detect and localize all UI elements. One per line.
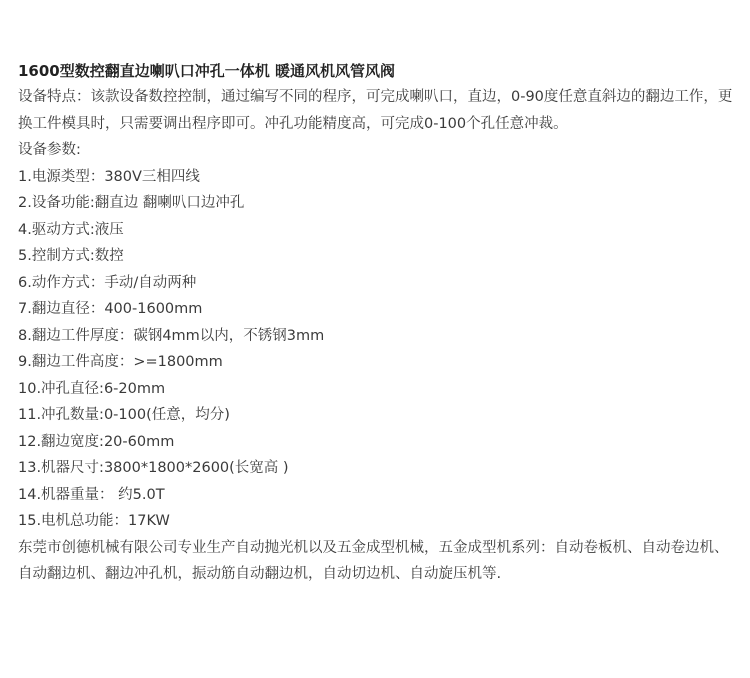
param-item: 8.翻边工件厚度：碳钢4mm以内，不锈钢3mm [18, 327, 325, 344]
product-title: 1600型数控翻直边喇叭口冲孔一体机 暖通风机风管风阀 [18, 62, 395, 80]
features-paragraph: 设备特点：该款设备数控控制，通过编写不同的程序，可完成喇叭口，直边，0-90度任意直斜边的翻边工作，更换工件模具时，只需要调出程序即可。冲孔功能精度高，可完成0-100个孔任意冲裁。 [18, 89, 733, 132]
param-item: 15.电机总功能：17KW [18, 513, 170, 529]
param-item: 4.驱动方式:液压 [18, 221, 124, 238]
param-item: 11.冲孔数量:0-100(任意，均分) [18, 407, 230, 423]
param-item: 14.机器重量： 约5.0T [18, 486, 165, 503]
param-item: 9.翻边工件高度：>=1800mm [18, 354, 223, 370]
param-item: 7.翻边直径：400-1600mm [18, 301, 203, 317]
param-item: 12.翻边宽度:20-60mm [18, 433, 175, 450]
param-item: 2.设备功能:翻直边 翻喇叭口边冲孔 [18, 195, 245, 211]
param-item: 6.动作方式：手动/自动两种 [18, 274, 197, 291]
company-paragraph: 东莞市创德机械有限公司专业生产自动抛光机以及五金成型机械，五金成型机系列：自动卷板机、自动卷边机、自动翻边机、翻边冲孔机，振动筋自动翻边机，自动切边机、自动旋压机等. [18, 539, 729, 582]
param-item: 1.电源类型：380V三相四线 [18, 168, 200, 185]
product-description [18, 58, 740, 588]
param-item: 10.冲孔直径:6-20mm [18, 380, 166, 397]
params-heading: 设备参数: [18, 142, 81, 158]
param-item: 5.控制方式:数控 [18, 248, 124, 264]
params-list [18, 164, 740, 535]
param-item: 13.机器尺寸:3800*1800*2600(长宽高 ) [18, 460, 289, 476]
